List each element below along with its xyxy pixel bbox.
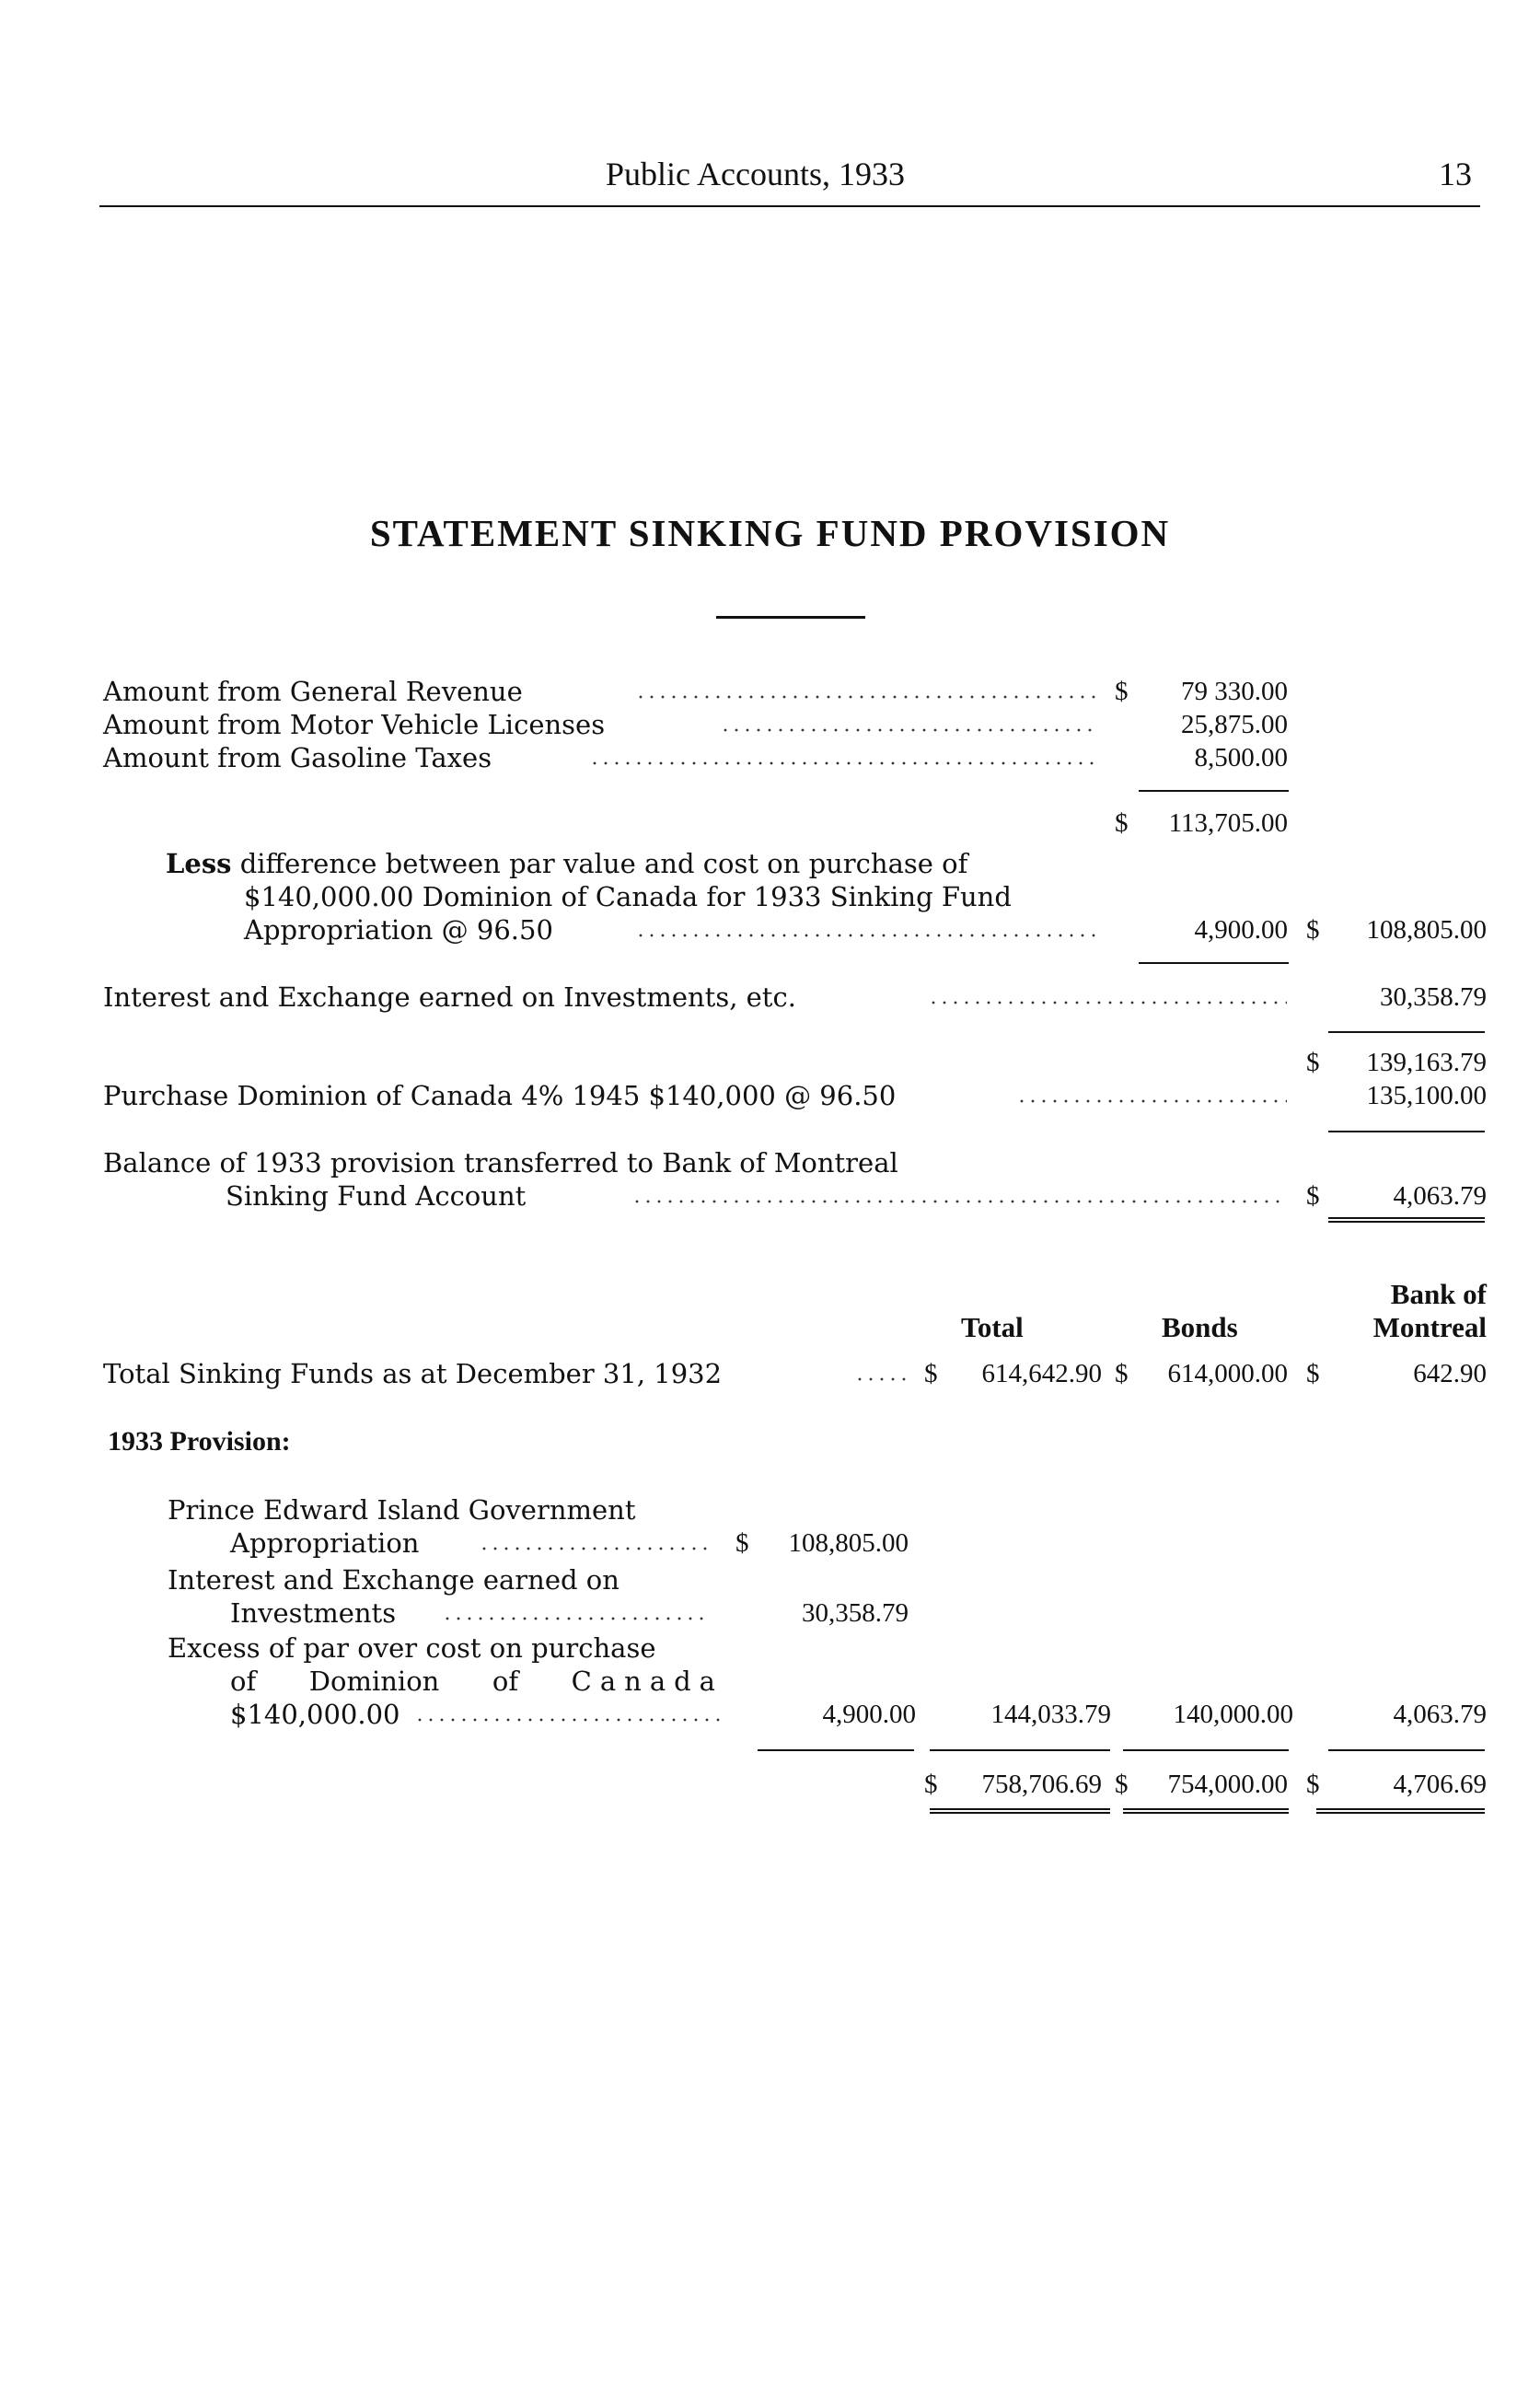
dollar-sign: $ [1306,1048,1320,1077]
closing-bank: 4,706.69 [1393,1770,1487,1799]
title-ornament-rule [716,616,865,619]
closing-total: 758,706.69 [981,1770,1102,1799]
interest-line-2: Investments [230,1597,397,1629]
dollar-sign: $ [1115,677,1129,706]
interest-line-1: Interest and Exchange earned on [168,1564,619,1596]
interest-label: Interest and Exchange earned on Investments, etc. [103,981,796,1013]
leader-dots [631,1200,1287,1203]
provision-total: 139,163.79 [1366,1048,1487,1077]
leader-dots [928,1001,1287,1004]
column-rule [1328,1749,1485,1751]
purchase-amount: 135,100.00 [1366,1081,1487,1110]
leader-dots [442,1617,711,1620]
excess-line-3: $140,000.00 [230,1699,400,1730]
section-label: 1933 Provision: [108,1426,291,1457]
pei-line-1: Prince Edward Island Government [168,1494,636,1526]
double-rule [930,1808,1110,1814]
column-header-total: Total [961,1311,1024,1343]
double-rule [1123,1808,1289,1814]
opening-total: 614,642.90 [981,1359,1102,1388]
header-rule [99,205,1480,207]
provision-bonds-column: 140,000.00 [1173,1700,1293,1729]
statement-title: STATEMENT SINKING FUND PROVISION [369,512,1171,554]
excess-word: Dominion [308,1666,440,1697]
provision-total-column: 144,033.79 [990,1700,1111,1729]
balance-amount: 4,063.79 [1393,1181,1487,1211]
column-rule [1123,1749,1289,1751]
balance-line-1: Balance of 1933 provision transferred to Bank of Montreal [103,1147,898,1178]
provision-line-amount: 25,875.00 [1181,710,1288,739]
interest-amount: 30,358.79 [1380,982,1487,1012]
provision-bank-column: 4,063.79 [1393,1700,1487,1729]
leader-dots [479,1547,711,1550]
dollar-sign: $ [1306,1181,1320,1211]
leader-dots [635,934,1095,937]
leader-dots [589,761,1095,765]
dollar-sign: $ [1306,1770,1320,1799]
dollar-sign: $ [1306,1359,1320,1388]
opening-row-label: Total Sinking Funds as at December 31, 1932 [103,1358,723,1389]
excess-word: of [230,1666,257,1697]
closing-bonds: 754,000.00 [1167,1770,1288,1799]
leader-dots [854,1377,909,1381]
excess-line-1: Excess of par over cost on purchase [168,1632,656,1664]
dollar-sign: $ [735,1528,749,1558]
subtotal-amount: 113,705.00 [1168,808,1288,838]
column-header-bank-line2: Montreal [1372,1311,1487,1343]
balance-line-2: Sinking Fund Account [226,1180,527,1212]
column-rule [930,1749,1110,1751]
opening-bank: 642.90 [1413,1359,1487,1388]
less-line-3: Appropriation @ 96.50 [244,914,553,946]
provision-line-label: Amount from General Revenue [103,676,523,707]
provision-line-label: Amount from Motor Vehicle Licenses [103,709,606,740]
less-text: difference between par value and cost on purchase of [239,848,968,879]
subtotal-rule [1139,790,1289,792]
leader-dots [635,695,1095,699]
provision-line-amount: 8,500.00 [1194,743,1288,772]
column-header-bank-line1: Bank of [1390,1278,1487,1310]
amount-rule [1139,962,1289,964]
leader-dots [414,1718,724,1722]
purchase-label: Purchase Dominion of Canada 4% 1945 $140,000 @ 96.50 [103,1080,897,1111]
excess-word: of [492,1666,519,1697]
excess-amount: 4,900.00 [822,1700,916,1729]
amount-rule [1328,1031,1485,1033]
pei-line-2: Appropriation [230,1527,420,1559]
less-line-1 [166,847,967,880]
dollar-sign: $ [1115,1770,1129,1799]
net-appropriation-amount: 108,805.00 [1366,915,1487,945]
less-line-2: $140,000.00 Dominion of Canada for 1933 Sinking Fund [244,881,1012,912]
provision-line-amount: 79 330.00 [1181,677,1288,706]
dollar-sign: $ [1115,1359,1129,1388]
excess-line-2 [230,1665,724,1698]
leader-dots [720,728,1095,732]
excess-word: Canada [571,1666,724,1697]
dollar-sign: $ [1115,808,1129,838]
dollar-sign: $ [924,1359,938,1388]
pei-amount: 108,805.00 [788,1528,909,1558]
page-number: 13 [1439,156,1472,192]
interest-item-amount: 30,358.79 [802,1598,909,1628]
column-rule [758,1749,914,1751]
dollar-sign: $ [924,1770,938,1799]
dollar-sign: $ [1306,915,1320,945]
leader-dots [1016,1099,1287,1103]
less-keyword: Less [166,848,232,879]
double-rule [1316,1808,1485,1814]
column-header-bonds: Bonds [1162,1311,1238,1343]
amount-rule [1328,1131,1485,1132]
less-amount: 4,900.00 [1194,915,1288,945]
running-header-title: Public Accounts, 1933 [606,156,905,192]
double-rule [1328,1217,1485,1223]
opening-bonds: 614,000.00 [1167,1359,1288,1388]
provision-line-label: Amount from Gasoline Taxes [103,742,492,773]
